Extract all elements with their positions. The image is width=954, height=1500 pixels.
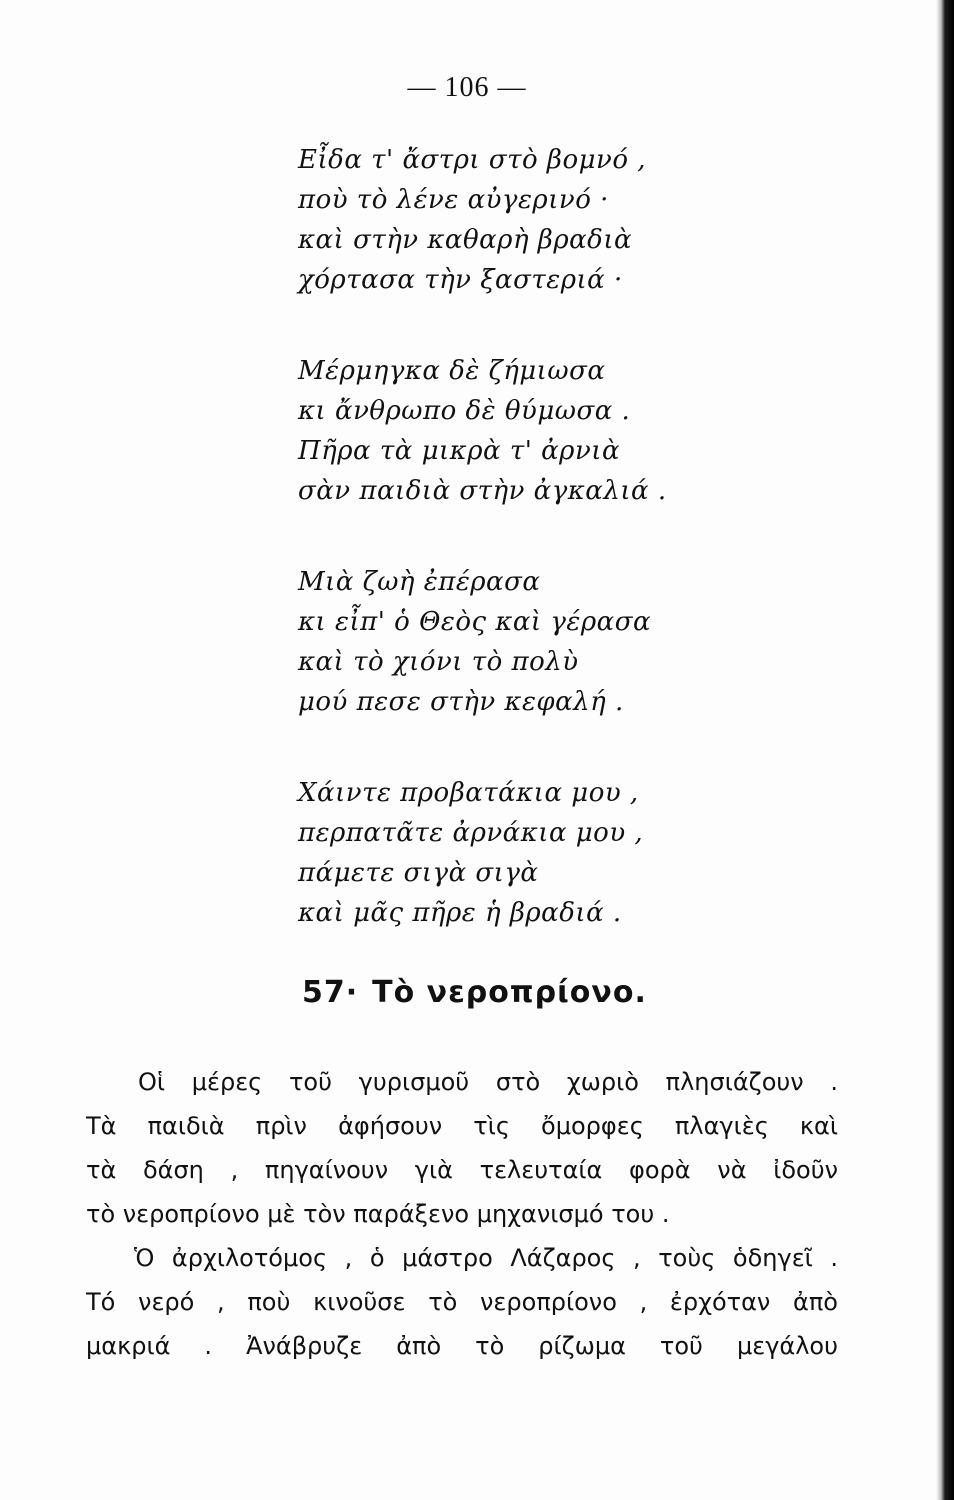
poem-stanza: [298, 773, 858, 933]
poem-line: μού πεσε στὴν κεφαλή .: [298, 687, 624, 717]
poem-line: χόρτασα τὴν ξαστεριά ·: [298, 265, 623, 295]
poem: [298, 140, 858, 984]
section-heading: [302, 975, 647, 1010]
section-title: Τὸ νεροπρίονο.: [372, 975, 647, 1010]
poem-line: Μιὰ ζωὴ ἐπέρασα: [298, 567, 541, 597]
prose-line: μακριά . Ἀνάβρυζε ἀπὸ τὸ ρίζωμα τοῦ μεγάλου: [86, 1332, 838, 1360]
prose-line: Οἱ μέρες τοῦ γυρισμοῦ στὸ χωριὸ πλησιάζουν .: [138, 1068, 838, 1096]
prose-line: τὸ νεροπρίονο μὲ τὸν παράξενο μηχανισμό του .: [86, 1200, 670, 1228]
poem-line: καὶ στὴν καθαρὴ βραδιὰ: [298, 225, 633, 255]
poem-stanza: [298, 351, 858, 511]
poem-line: περπατᾶτε ἀρνάκια μου ,: [298, 818, 644, 848]
page-number: — 106 —: [407, 72, 527, 103]
prose-line: τὰ δάση , πηγαίνουν γιὰ τελευταία φορὰ νὰ ἰδοῦν: [86, 1156, 838, 1184]
binding-edge: [936, 0, 954, 1500]
poem-line: Μέρμηγκα δὲ ζήμιωσα: [298, 356, 606, 386]
poem-line: κι εἶπ' ὁ Θεὸς καὶ γέρασα: [298, 607, 652, 637]
poem-line: Πῆρα τὰ μικρὰ τ' ἀρνιὰ: [298, 436, 621, 466]
section-number: 57·: [302, 975, 359, 1010]
poem-line: καὶ μᾶς πῆρε ἡ βραδιά .: [298, 898, 622, 928]
prose-line: Ὁ ἀρχιλοτόμος , ὁ μάστρο Λάζαρος , τοὺς ὁδηγεῖ .: [134, 1244, 838, 1272]
prose-line: Τό νερό , ποὺ κινοῦσε τὸ νεροπρίονο , ἐρχόταν ἀπὸ: [86, 1288, 838, 1316]
poem-line: σὰν παιδιὰ στὴν ἀγκαλιά .: [298, 476, 667, 506]
poem-line: πάμετε σιγὰ σιγὰ: [298, 858, 539, 888]
poem-stanza: [298, 140, 858, 300]
poem-line: κι ἄνθρωπο δὲ θύμωσα .: [298, 396, 631, 426]
prose-paragraphs: [86, 1060, 838, 1368]
poem-line: Εἶδα τ' ἄστρι στὸ βομνό ,: [298, 145, 646, 175]
poem-line: καὶ τὸ χιόνι τὸ πολὺ: [298, 647, 579, 677]
poem-stanza: [298, 562, 858, 722]
prose-line: Τὰ παιδιὰ πρὶν ἀφήσουν τὶς ὄμορφες πλαγιὲς καὶ: [86, 1112, 838, 1140]
poem-line: Χάιντε προβατάκια μου ,: [298, 778, 639, 808]
poem-line: ποὺ τὸ λένε αὐγερινό ·: [298, 185, 609, 215]
